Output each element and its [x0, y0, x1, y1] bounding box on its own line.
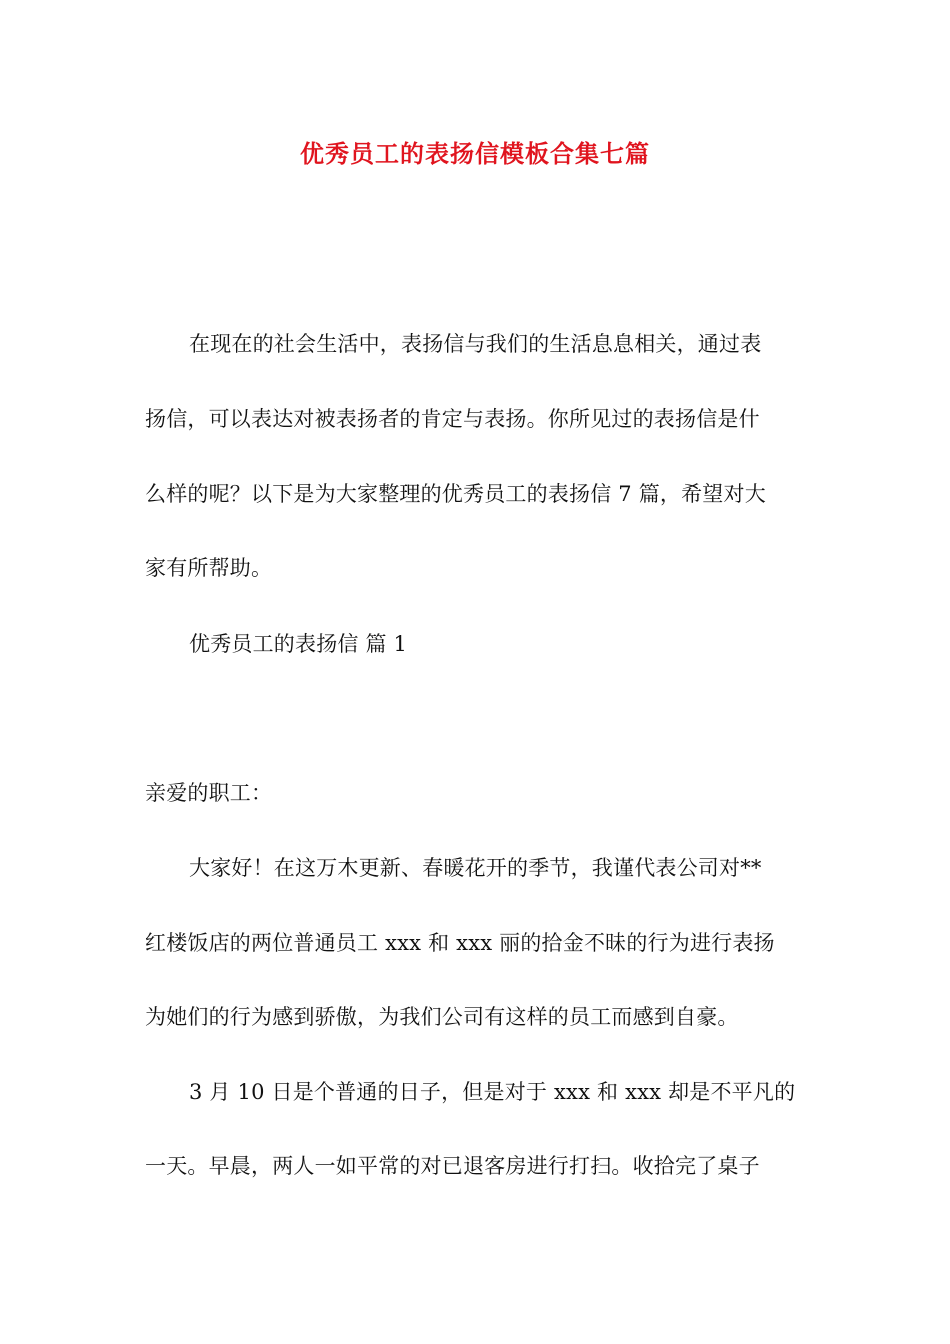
paragraph-line: 红楼饭店的两位普通员工 xxx 和 xxx 丽的拾金不昧的行为进行表扬 — [145, 931, 775, 955]
paragraph-line: 扬信，可以表达对被表扬者的肯定与表扬。你所见过的表扬信是什 — [145, 407, 760, 431]
document-title: 优秀员工的表扬信模板合集七篇 — [300, 139, 650, 168]
section-heading: 优秀员工的表扬信 篇 1 — [189, 632, 408, 656]
paragraph-line: 家有所帮助。 — [145, 556, 273, 580]
paragraph-line: 大家好！在这万木更新、春暖花开的季节，我谨代表公司对** — [189, 856, 762, 880]
paragraph-line: 为她们的行为感到骄傲，为我们公司有这样的员工而感到自豪。 — [145, 1005, 739, 1029]
paragraph-line: 在现在的社会生活中，表扬信与我们的生活息息相关，通过表 — [189, 332, 762, 356]
paragraph-line: 3 月 10 日是个普通的日子，但是对于 xxx 和 xxx 却是不平凡的 — [189, 1080, 796, 1104]
paragraph-line: 么样的呢？以下是为大家整理的优秀员工的表扬信 7 篇，希望对大 — [145, 482, 766, 506]
salutation: 亲爱的职工： — [145, 781, 273, 805]
paragraph-line: 一天。早晨，两人一如平常的对已退客房进行打扫。收拾完了桌子 — [145, 1154, 760, 1178]
